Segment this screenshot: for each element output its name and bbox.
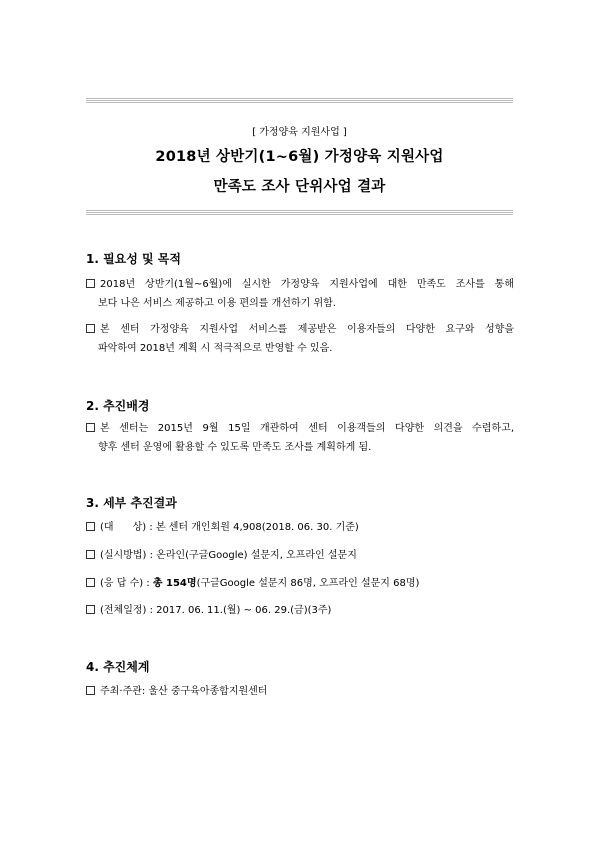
bottom-double-rule bbox=[86, 210, 513, 216]
list-item bbox=[86, 275, 514, 313]
item-text: (대 상) : 본 센터 개인회원 4,908(2018. 06. 30. 기준) bbox=[100, 522, 359, 533]
checkbox-square-icon bbox=[86, 522, 95, 531]
checkbox-square-icon bbox=[86, 423, 95, 432]
checkbox-square-icon bbox=[86, 324, 95, 333]
list-item bbox=[86, 601, 514, 620]
item-text-line1: 본 센터는 2015년 9월 15일 개관하여 센터 이용객들의 다양한 의견을 수렴하고, bbox=[100, 423, 514, 434]
list-item bbox=[86, 574, 514, 593]
section-heading-purpose: 1. 필요성 및 목적 bbox=[86, 252, 181, 266]
document-title-line1: 2018년 상반기(1~6월) 가정양육 지원사업 bbox=[155, 149, 444, 165]
list-item bbox=[86, 546, 514, 565]
checkbox-square-icon bbox=[86, 550, 95, 559]
item-text: (전체일정) : 2017. 06. 11.(월) ~ 06. 29.(금)(3주) bbox=[100, 605, 332, 616]
section-heading-results: 3. 세부 추진결과 bbox=[86, 496, 177, 510]
checkbox-square-icon bbox=[86, 686, 95, 695]
list-item bbox=[86, 682, 514, 701]
list-item bbox=[86, 518, 514, 537]
item-text-line2: 보다 나은 서비스 제공하고 이용 편의를 개선하기 위함. bbox=[98, 298, 336, 309]
checkbox-square-icon bbox=[86, 605, 95, 614]
checkbox-square-icon bbox=[86, 279, 95, 288]
item-text-line1: 본 센터 가정양육 지원사업 서비스를 제공받은 이용자들의 다양한 요구와 성향을 bbox=[100, 324, 514, 335]
item-text: (실시방법) : 온라인(구글Google) 설문지, 오프라인 설문지 bbox=[100, 550, 357, 561]
item-text-line2: 향후 센터 운영에 활용할 수 있도록 만족도 조사를 계획하게 됨. bbox=[98, 442, 372, 453]
section-heading-structure: 4. 추진체계 bbox=[86, 660, 150, 674]
item-text-prefix: (응 답 수) : bbox=[100, 578, 153, 589]
item-text-line2: 파악하여 2018년 계획 시 적극적으로 반영할 수 있음. bbox=[98, 343, 333, 354]
top-double-rule bbox=[86, 98, 513, 104]
list-item bbox=[86, 419, 514, 457]
document-title-line2: 만족도 조사 단위사업 결과 bbox=[213, 179, 386, 195]
item-text-emphasis: 총 154명 bbox=[152, 578, 197, 589]
item-text: 주최·주관: 울산 중구육아종합지원센터 bbox=[100, 686, 268, 697]
list-item bbox=[86, 320, 514, 358]
checkbox-square-icon bbox=[86, 578, 95, 587]
section-heading-background: 2. 추진배경 bbox=[86, 399, 150, 413]
item-text-line1: 2018년 상반기(1월~6월)에 실시한 가정양육 지원사업에 대한 만족도 조사를 통해 bbox=[100, 279, 514, 290]
program-tag: [ 가정양육 지원사업 ] bbox=[252, 127, 347, 138]
item-text-suffix: (구글Google 설문지 86명, 오프라인 설문지 68명) bbox=[196, 578, 420, 589]
